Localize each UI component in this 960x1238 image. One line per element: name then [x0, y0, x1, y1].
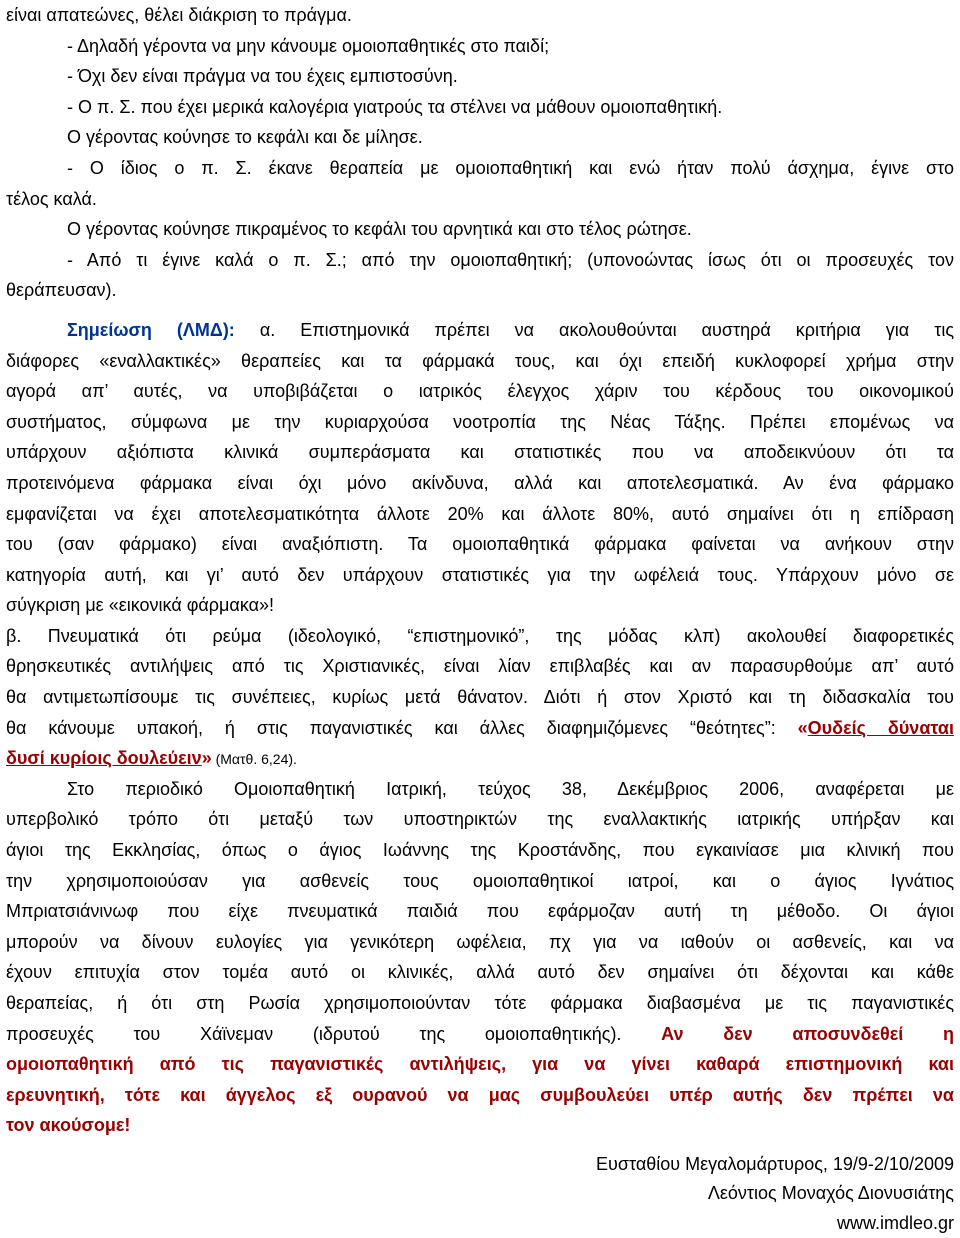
- signature-date: Ευσταθίου Μεγαλομάρτυρος, 19/9-2/10/2009: [596, 1153, 954, 1174]
- dialogue-line: - Από τι έγινε καλά ο π. Σ.; από την ομοιοπαθητική; (υπονοώντας ίσως ότι οι προσευχές τον: [67, 249, 954, 270]
- emphasis-line: ερευνητική, τότε και άγγελος εξ ουρανού να μας συμβουλεύει υπέρ αυτής δεν πρέπει να: [6, 1084, 954, 1105]
- note-line: διάφορες «εναλλακτικές» θεραπείες και τα φάρμακά τους, και όχι επειδή κυκλοφορεί χρήμα στην: [6, 350, 954, 371]
- note-label: Σημείωση (ΛΜΔ):: [67, 319, 235, 340]
- paragraph-line: μπορούν να δίνουν ευλογίες για γενικότερη ωφέλεια, πχ για να ιαθούν οι ασθενείς, και να: [6, 931, 954, 952]
- paragraph-line: θεραπείας, ή ότι στη Ρωσία χρησιμοποιούνταν τότε φάρμακα διαβασμένα με τις παγανιστικές: [6, 993, 954, 1013]
- quote-close: »: [201, 748, 212, 769]
- text-line: είναι απατεώνες, θέλει διάκριση το πράγμα.: [6, 5, 352, 25]
- note-line: προτεινόμενα φάρμακα είναι όχι μόνο ακίνδυνα, αλλά και αποτελεσματικά. Αν ένα φάρμακο: [6, 472, 954, 493]
- note-line-quote: [6, 743, 954, 774]
- paragraph-line: Μπριατσιάνινωφ που είχε πνευματικά παιδιά που εφάρμοζαν αυτή τη μέθοδο. Οι άγιοι: [6, 901, 954, 922]
- dialogue-line: - Όχι δεν είναι πράγμα να του έχεις εμπιστοσύνη.: [67, 66, 458, 87]
- paragraph-line: υπερβολικό τρόπο ότι μεταξύ των υποστηρικτών της εναλλακτικής ιατρικής υπήρξαν και: [6, 809, 954, 830]
- scripture-quote: Ουδείς δύναται: [807, 717, 954, 738]
- note-line: θα αντιμετωπίσουμε τις συνέπειες, κυρίως μετά θάνατον. Διότι ή στον Χριστό και τη διδασκαλία του: [6, 687, 954, 708]
- note-line: σύγκριση με «εικονικά φάρμακα»!: [6, 595, 275, 616]
- dialogue-line: - Ο π. Σ. που έχει μερικά καλογέρια γιατρούς τα στέλνει να μάθουν ομοιοπαθητική.: [67, 96, 723, 117]
- note-text: α. Επιστημονικά πρέπει να ακολουθούνται αυστηρά κριτήρια για τις: [234, 319, 954, 340]
- note-line: β. Πνευματικά ότι ρεύμα (ιδεολογικό, “επιστημονικό”, της μόδας κλπ) ακολουθεί διαφορετικές: [6, 625, 954, 646]
- emphasis-text: Αν δεν αποσυνδεθεί η: [661, 1023, 954, 1044]
- paragraph-gap: [6, 306, 954, 315]
- note-line-quote: [6, 713, 954, 744]
- note-first-line: [6, 315, 954, 346]
- note-text: θα κάνουμε υπακοή, ή στις παγανιστικές και άλλες διαφημιζόμενες “θεότητες”:: [6, 717, 798, 738]
- quote-open: «: [797, 717, 808, 738]
- signature-author: Λεόντιος Μοναχός Διονυσιάτης: [707, 1183, 954, 1204]
- note-line: κατηγορία αυτή, και γι’ αυτό δεν υπάρχουν στατιστικές για την ωφέλειά τους. Υπάρχουν μόνο σε: [6, 564, 954, 585]
- paragraph-line: την χρησιμοποιούσαν για ασθενείς τους ομοιοπαθητικοί ιατροί, και ο άγιος Ιγνάτιος: [6, 870, 954, 891]
- paragraph-line: άγιοι της Εκκλησίας, όπως ο άγιος Ιωάννης της Κροστάνδης, που εγκαινίασε μια κλινική που: [6, 840, 954, 861]
- scripture-quote: δυσί κυρίοις δουλεύειν: [6, 748, 202, 769]
- paragraph-line: Στο περιοδικό Ομοιοπαθητική Ιατρική, τεύχος 38, Δεκέμβριος 2006, αναφέρεται με: [67, 778, 954, 799]
- paragraph-text: προσευχές του Χάϊνεμαν (ιδρυτού της ομοιοπαθητικής).: [6, 1023, 662, 1044]
- note-line: θρησκευτικές αντιλήψεις από τις Χριστιανικές, είναι λίαν επιβλαβές και αν παρασυρθούμε απ’ αυτό: [6, 656, 954, 677]
- paragraph-gap: [6, 1141, 954, 1150]
- dialogue-line: θεράπευσαν).: [6, 280, 117, 301]
- dialogue-line: - Ο ίδιος ο π. Σ. έκανε θεραπεία με ομοιοπαθητική και ενώ ήταν πολύ άσχημα, έγινε στο: [67, 157, 954, 178]
- emphasis-line: ομοιοπαθητική από τις παγανιστικές αντιλήψεις, για να γίνει καθαρά επιστημονική και: [6, 1054, 954, 1075]
- note-line: εμφανίζεται να έχει αποτελεσματικότητα άλλοτε 20% και άλλοτε 80%, αυτό σημαίνει ότι η επίδραση: [6, 503, 954, 524]
- dialogue-line: τέλος καλά.: [6, 188, 97, 209]
- dialogue-line: Ο γέροντας κούνησε το κεφάλι και δε μίλησε.: [67, 127, 423, 148]
- note-line: του (σαν φάρμακο) είναι αναξιόπιστη. Τα ομοιοπαθητικά φάρμακα φαίνεται να ανήκουν στην: [6, 534, 954, 555]
- dialogue-line: - Δηλαδή γέροντα να μην κάνουμε ομοιοπαθητικές στο παιδί;: [67, 35, 550, 56]
- emphasis-line: τον ακούσομε!: [6, 1115, 131, 1136]
- note-line: αγορά απ’ αυτές, να υποβιβάζεται ο ιατρικός έλεγχος χάριν του κέρδους του οικονομικού: [6, 381, 954, 402]
- paragraph-line: έχουν επιτυχία στον τομέα αυτό οι κλινικές, αλλά αυτό δεν σημαίνει ότι δέχονται και κάθε: [6, 962, 954, 983]
- citation: (Ματθ. 6,24).: [211, 751, 297, 768]
- paragraph-line-mixed: [6, 1019, 954, 1050]
- note-line: υπάρχουν αξιόπιστα κλινικά συμπεράσματα και στατιστικές που να αποδεικνύουν ότι τα: [6, 442, 954, 463]
- dialogue-line: Ο γέροντας κούνησε πικραμένος το κεφάλι του αρνητικά και στο τέλος ρώτησε.: [67, 219, 692, 240]
- note-line: συστήματος, σύμφωνα με την κυριαρχούσα νοοτροπία της Νέας Τάξης. Πρέπει επομένως να: [6, 411, 954, 432]
- signature-website: www.imdleo.gr: [836, 1212, 954, 1233]
